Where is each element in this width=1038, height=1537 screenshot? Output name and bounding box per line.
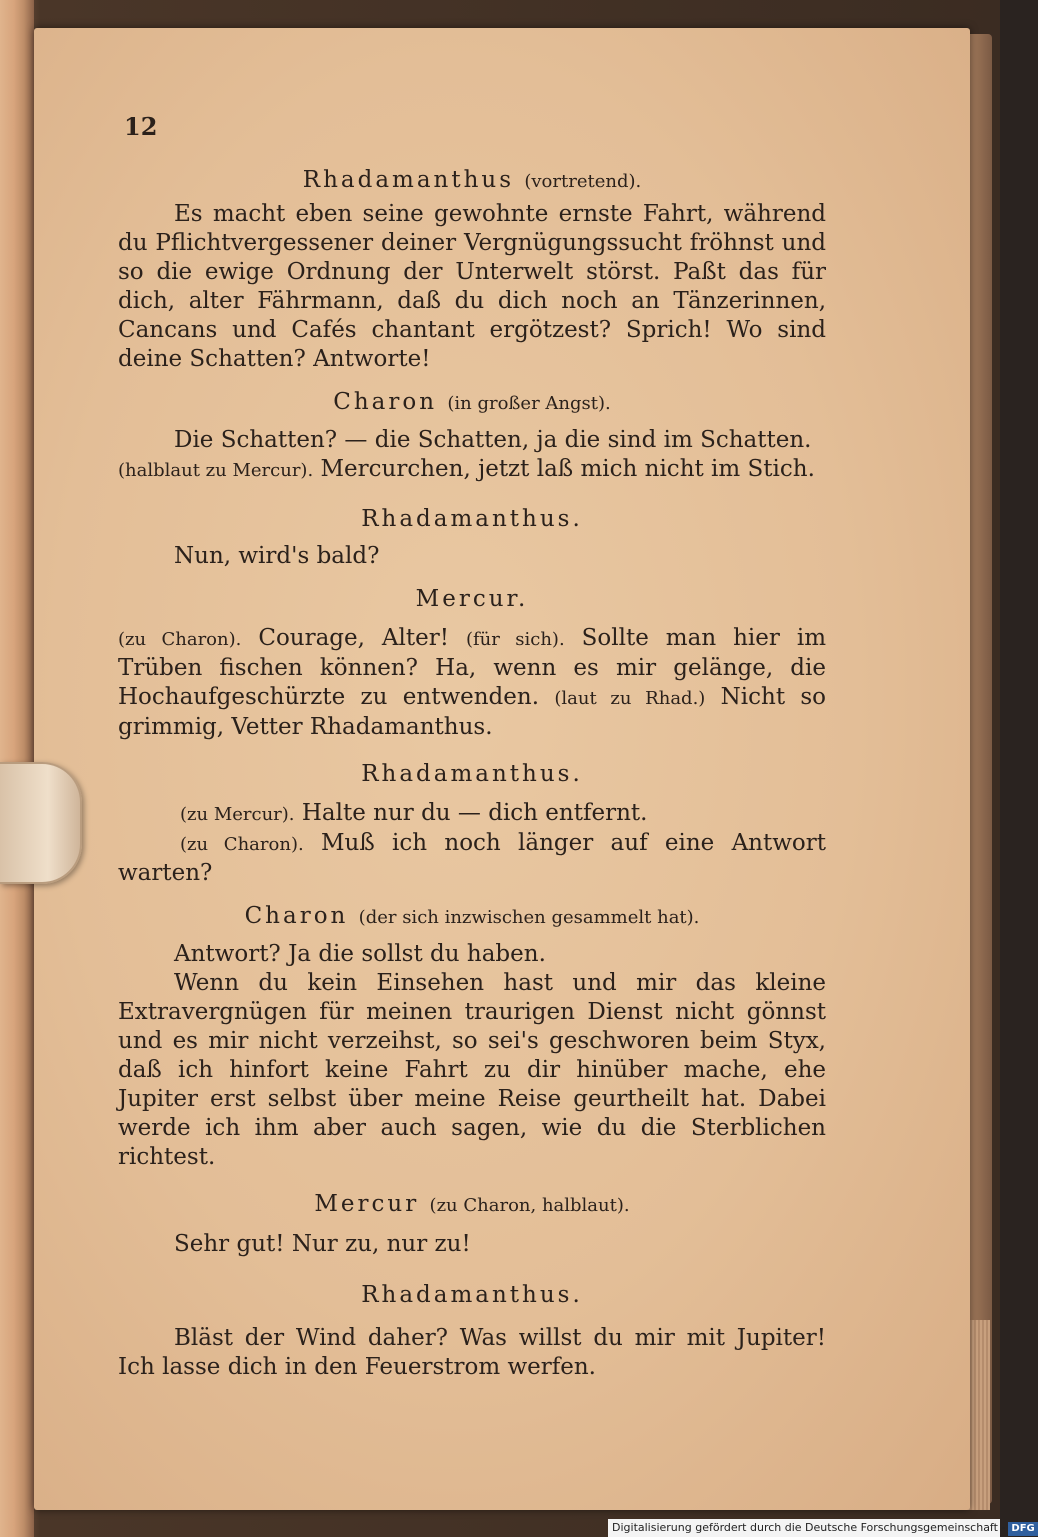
stage-direction: (zu Charon). <box>180 834 304 855</box>
speaker-name: Rhadamanthus. <box>361 1282 583 1308</box>
speaker-name: Rhadamanthus. <box>361 761 583 787</box>
stage-direction: (halblaut zu Mercur). <box>118 460 314 481</box>
stage-direction: (zu Charon). <box>118 629 242 650</box>
page-number: 12 <box>124 112 158 141</box>
dialogue-text: Sollte man hier im Trüben fischen können? Ha, wenn es mir gelänge, die Hochaufgeschürzte zu entwenden. <box>118 625 827 710</box>
dialogue-paragraph <box>118 829 826 888</box>
dialogue-text: Nun, wird's bald? <box>174 543 380 569</box>
digitization-footer <box>608 1519 1035 1537</box>
dfg-logo: DFG <box>1008 1522 1037 1536</box>
speaker-name: Rhadamanthus <box>302 167 515 193</box>
speaker-heading <box>118 760 826 789</box>
dialogue-text: Courage, Alter! <box>258 625 449 651</box>
speaker-name: Mercur <box>314 1191 420 1217</box>
stage-direction: (zu Charon, halblaut). <box>429 1195 630 1216</box>
dialogue-text: Mercurchen, jetzt laß mich nicht im Stich. <box>320 456 815 482</box>
speaker-heading <box>118 1190 826 1220</box>
dialogue-paragraph <box>118 969 826 1172</box>
speaker-name: Charon <box>244 903 349 929</box>
dialogue-paragraph <box>118 799 826 829</box>
dialogue-text: Nicht so grimmig, Vetter Rhadamanthus. <box>118 684 827 740</box>
dialogue-text: Antwort? Ja die sollst du haben. <box>174 941 546 967</box>
dialogue-text: Bläst der Wind daher? Was willst du mir mit Jupiter! Ich lasse dich in den Feuerstrom werfen. <box>118 1325 826 1380</box>
dialogue-text: Halte nur du — dich entfernt. <box>301 800 648 826</box>
dialogue-text: Es macht eben seine gewohnte ernste Fahrt, während du Pflichtvergessener deiner Vergnügungssucht fröhnst und so die ewige Ordnung der Unterwelt störst. Paßt das für dich, alter Fährmann, daß du dich noch an Tänzerinnen, Cancans und Cafés chantant ergötzest? Sprich! Wo sind deine Schatten? Antworte! <box>118 201 826 372</box>
dialogue-paragraph <box>118 426 826 455</box>
dialogue-text: Sehr gut! Nur zu, nur zu! <box>174 1231 471 1257</box>
page-text <box>118 166 826 1382</box>
dialogue-text: Muß ich noch länger auf eine Antwort warten? <box>118 830 827 886</box>
speaker-heading <box>118 166 826 196</box>
dialogue-paragraph <box>118 1230 826 1259</box>
speaker-name: Rhadamanthus. <box>361 506 583 532</box>
speaker-heading <box>118 505 826 534</box>
speaker-heading <box>118 585 826 614</box>
dialogue-text: Die Schatten? — die Schatten, ja die sind im Schatten. <box>174 427 812 453</box>
stage-direction: (vortretend). <box>524 171 642 192</box>
speaker-name: Mercur. <box>415 586 529 612</box>
dialogue-paragraph <box>118 1324 826 1382</box>
dialogue-paragraph <box>118 200 826 374</box>
stage-direction: (in großer Angst). <box>447 393 611 414</box>
footer-text: Digitalisierung gefördert durch die Deutsche Forschungsgemeinschaft - <box>612 1521 1006 1534</box>
speaker-name: Charon <box>333 389 438 415</box>
dialogue-paragraph <box>118 624 826 742</box>
dialogue-text: Wenn du kein Einsehen hast und mir das kleine Extravergnügen für meinen traurigen Dienst nicht gönnst und es mir nicht verzeihst, so sei's geschworen beim Styx, daß ich hinfort keine Fahrt zu dir hinüber mache, ehe Jupiter erst selbst über meine Reise geurtheilt hat. Dabei werde ich ihm aber auch sagen, wie du die Sterblichen richtest. <box>118 970 826 1170</box>
stage-direction: (für sich). <box>465 629 565 650</box>
speaker-heading <box>118 1281 826 1310</box>
dialogue-paragraph <box>118 455 826 485</box>
page-clip <box>0 762 82 884</box>
dialogue-paragraph <box>118 542 826 571</box>
dialogue-paragraph <box>118 940 826 969</box>
stage-direction: (der sich inzwischen gesammelt hat). <box>358 907 700 928</box>
stage-direction: (laut zu Rhad.) <box>554 688 706 709</box>
speaker-heading <box>118 388 826 418</box>
stage-direction: (zu Mercur). <box>180 804 295 825</box>
speaker-heading <box>118 902 826 932</box>
